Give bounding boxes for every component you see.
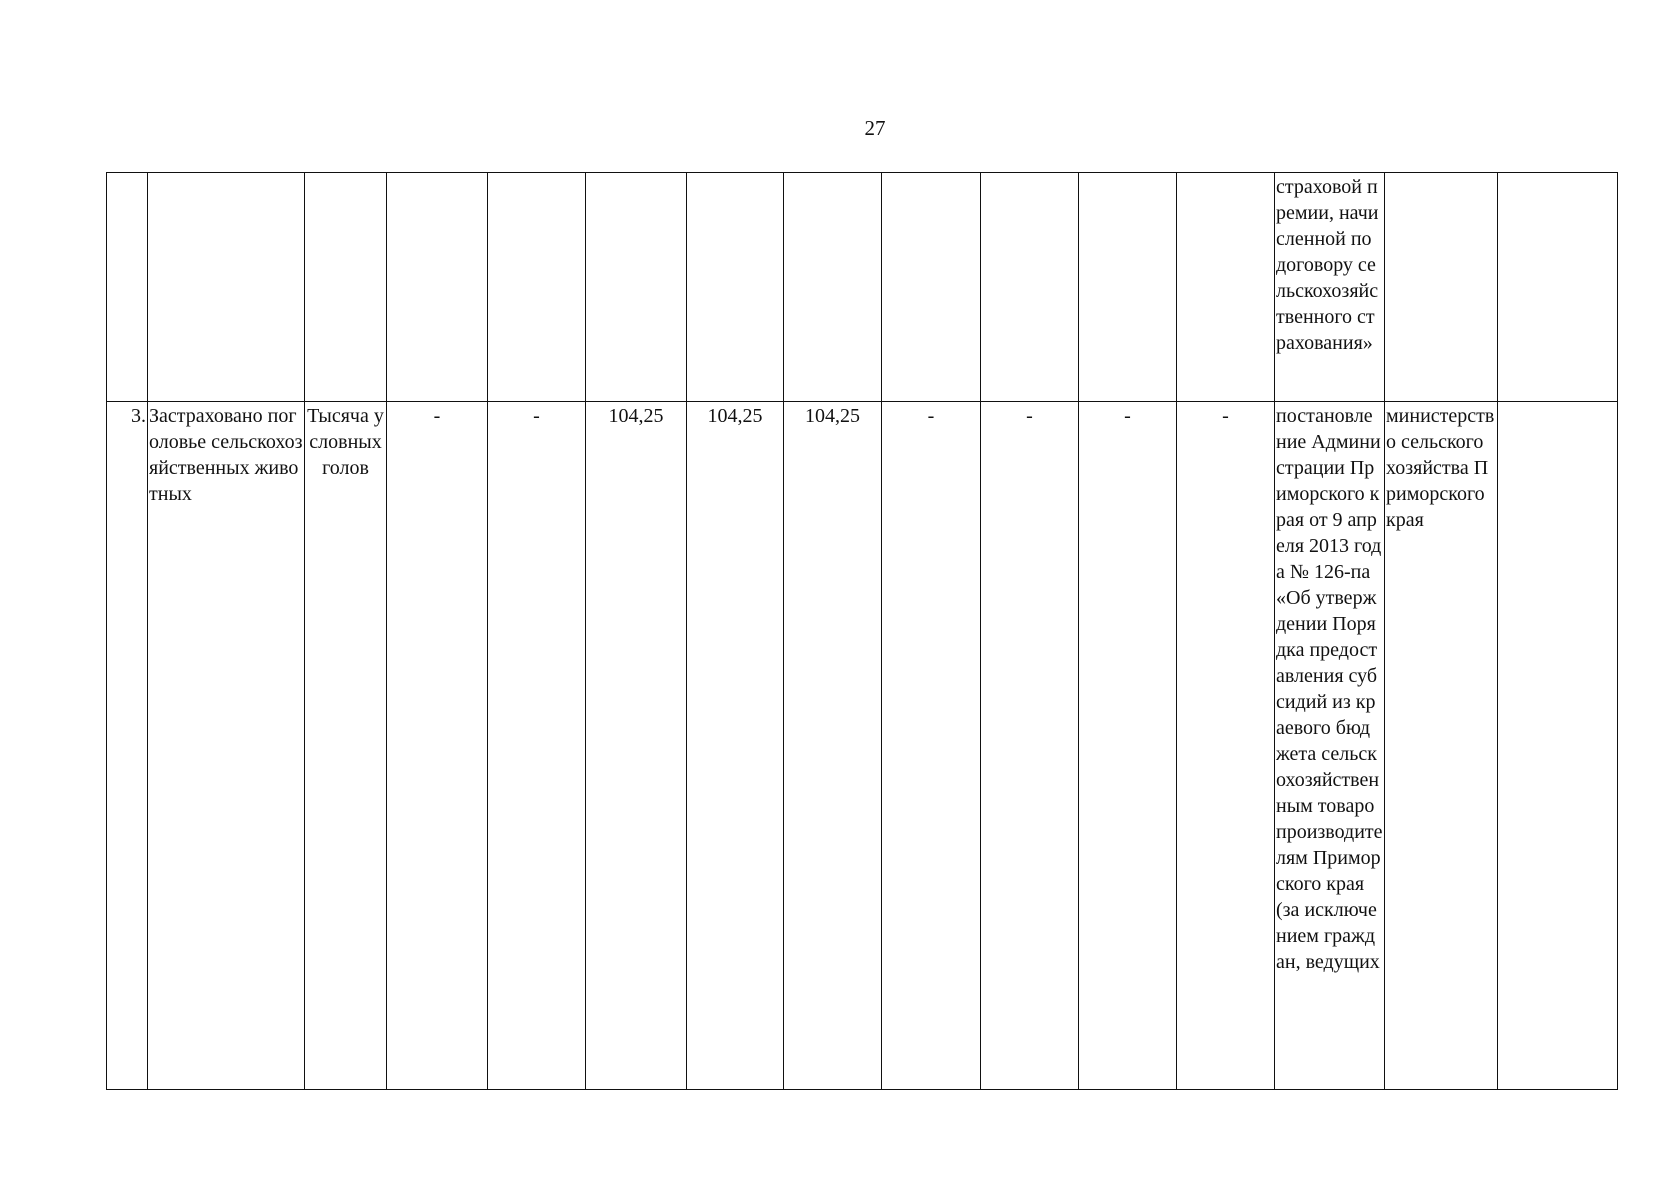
cell-value: 104,25 xyxy=(784,402,882,1090)
cell-value xyxy=(387,173,488,402)
cell-last xyxy=(1498,402,1618,1090)
cell-executor: министерство сельского хозяйства Приморского края xyxy=(1385,402,1498,1090)
indicators-table xyxy=(106,172,1618,1090)
cell-indicator xyxy=(148,173,305,402)
cell-value xyxy=(687,173,784,402)
cell-number: 3. xyxy=(107,402,148,1090)
cell-indicator: Застраховано поголовье сельскохозяйственных животных xyxy=(148,402,305,1090)
cell-value xyxy=(784,173,882,402)
cell-value xyxy=(488,173,586,402)
cell-number xyxy=(107,173,148,402)
cell-value xyxy=(882,173,981,402)
cell-unit xyxy=(305,173,387,402)
cell-value: - xyxy=(882,402,981,1090)
cell-executor xyxy=(1385,173,1498,402)
cell-value: - xyxy=(387,402,488,1090)
table-row xyxy=(107,173,1618,402)
cell-value: - xyxy=(1079,402,1177,1090)
cell-value: 104,25 xyxy=(586,402,687,1090)
cell-value: - xyxy=(981,402,1079,1090)
page-number: 27 xyxy=(864,116,886,140)
cell-legal-act: страховой премии, начисленной по договору сельскохозяйственного страхования» xyxy=(1275,173,1385,402)
cell-last xyxy=(1498,173,1618,402)
cell-value: - xyxy=(488,402,586,1090)
cell-value xyxy=(1079,173,1177,402)
cell-value xyxy=(1177,173,1275,402)
cell-value xyxy=(981,173,1079,402)
cell-value xyxy=(586,173,687,402)
cell-legal-act: постановление Администрации Приморского края от 9 апреля 2013 года № 126-па «Об утверждении Порядка предоставления субсидий из краевого бюджета сельскохозяйственным товаропроизводителям Приморского края (за исключением граждан, ведущих xyxy=(1275,402,1385,1090)
cell-value: 104,25 xyxy=(687,402,784,1090)
cell-value: - xyxy=(1177,402,1275,1090)
cell-unit: Тысяча условных голов xyxy=(305,402,387,1090)
table-row xyxy=(107,402,1618,1090)
